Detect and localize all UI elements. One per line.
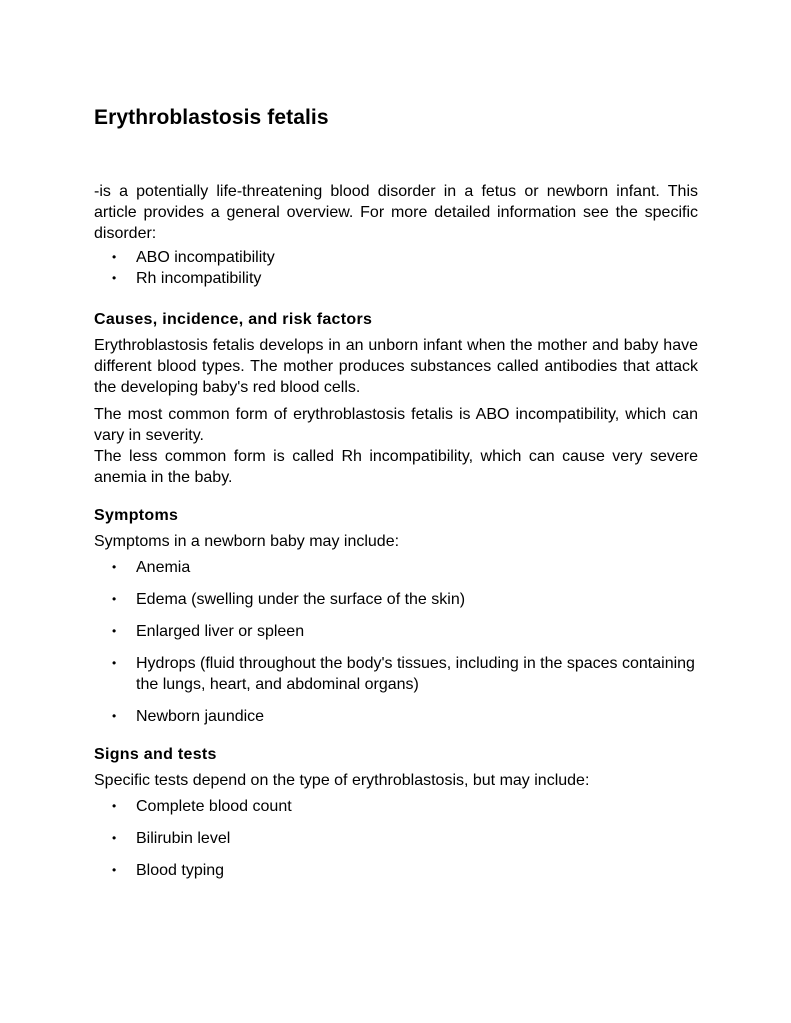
list-item: • Anemia [112,559,191,576]
causes-heading: Causes, incidence, and risk factors [94,311,373,328]
symptoms-heading: Symptoms [94,507,179,524]
bullet-icon: • [112,863,117,877]
causes-paragraph: Erythroblastosis fetalis develops in an unborn infant when the mother and baby have different blood types. The mother produces substances called antibodies that attack the developing baby's red blood cells. [94,337,698,396]
symptoms-list [94,557,698,727]
signs-heading: Signs and tests [94,746,217,763]
page-title: Erythroblastosis fetalis [94,106,329,129]
list-item: • Newborn jaundice [112,708,265,725]
bullet-icon: • [112,250,117,264]
intro-paragraph: -is a potentially life-threatening blood disorder in a fetus or newborn infant. This article provides a general overview. For more detailed information see the specific disorder: [94,183,698,242]
bullet-icon: • [112,624,117,638]
bullet-icon: • [112,271,117,285]
signs-intro: Specific tests depend on the type of erythroblastosis, but may include: [94,772,590,789]
list-item: • Enlarged liver or spleen [112,623,305,640]
signs-list [94,796,698,881]
list-item: • Rh incompatibility [112,270,262,287]
bullet-icon: • [112,656,117,670]
bullet-icon: • [112,592,117,606]
list-item: • Hydrops (fluid throughout the body's tissues, including in the spaces containing the lungs, heart, and abdominal organs) [112,655,695,693]
bullet-icon: • [112,709,117,723]
intro-list [94,247,698,289]
symptoms-intro: Symptoms in a newborn baby may include: [94,533,400,550]
bullet-icon: • [112,799,117,813]
bullet-icon: • [112,831,117,845]
causes-paragraph-less-common-form: The less common form is called Rh incompatibility, which can cause very severe anemia in the baby. [94,448,698,486]
list-item: • Edema (swelling under the surface of the skin) [112,591,466,608]
bullet-icon: • [112,560,117,574]
list-item: • ABO incompatibility [112,249,275,266]
list-item: • Bilirubin level [112,830,231,847]
causes-paragraph-common-form: The most common form of erythroblastosis fetalis is ABO incompatibility, which can vary in severity. [94,406,698,444]
list-item: • Blood typing [112,862,225,879]
list-item: • Complete blood count [112,798,292,815]
document-page [94,104,698,881]
